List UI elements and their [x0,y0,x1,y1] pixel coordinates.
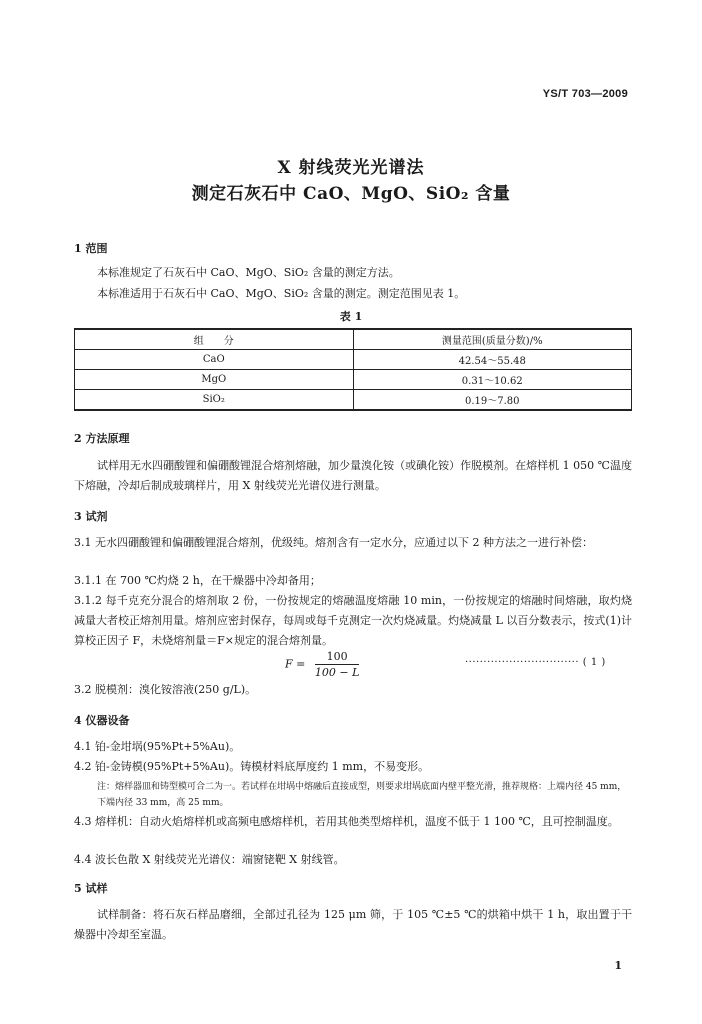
table-caption: 表 1 [339,310,363,323]
formula-leader: ······························· [465,657,580,668]
section-1-heading: 1 范围 [74,242,108,255]
section-4-heading: 4 仪器设备 [74,714,130,727]
clause-4-1: 4.1 铂-金坩埚(95%Pt+5%Au)。 [74,740,241,753]
table-row [75,370,632,390]
clause-3-2: 3.2 脱模剂：溴化铵溶液(250 g/L)。 [74,683,257,696]
formula-number-label: ( 1 ) [582,657,606,668]
page-number: 1 [614,959,622,972]
table-cell-range: 0.31～10.62 [353,370,632,390]
section-1-para-1: 本标准规定了石灰石中 CaO、MgO、SiO₂ 含量的测定方法。 [97,266,400,279]
table-cell-component: CaO [75,350,354,370]
section-5-heading: 5 试样 [74,882,108,895]
table-header-component: 组 分 [75,329,354,350]
table-cell-range: 0.19～7.80 [353,390,632,411]
formula-numerator: 100 [315,650,360,665]
note-4-2: 注：熔样器皿和铸型模可合二为一。若试样在坩埚中熔融后直接成型，则要求坩埚底面内壁平整光滑，推荐规格：上端内径 45 mm，下端内径 33 mm，高 25 mm。 [97,782,627,808]
clause-4-2: 4.2 铂-金铸模(95%Pt+5%Au)。铸模材料底厚度约 1 mm，不易变形。 [74,760,430,773]
formula-1 [285,650,359,679]
clause-4-3: 4.3 熔样机：自动火焰熔样机或高频电感熔样机，若用其他类型熔样机，温度不低于 1 100 ℃，且可控制温度。 [74,815,619,828]
standard-number: YS/T 703—2009 [542,88,628,100]
section-3-heading: 3 试剂 [74,510,108,523]
table-header-range: 测量范围(质量分数)/% [353,329,632,350]
clause-3-1-1: 3.1.1 在 700 ℃灼烧 2 h，在干燥器中冷却备用； [74,574,321,587]
clause-4-4: 4.4 波长色散 X 射线荧光光谱仪：端窗铑靶 X 射线管。 [74,853,345,866]
title-line-1: X 射线荧光光谱法 [277,158,425,178]
table-cell-component: MgO [75,370,354,390]
formula-denominator: 100 − L [314,666,360,679]
title-line-2: 测定石灰石中 CaO、MgO、SiO₂ 含量 [191,184,511,204]
table-cell-range: 42.54～55.48 [353,350,632,370]
formula-number [465,657,606,668]
table-row [75,350,632,370]
section-1-para-2: 本标准适用于石灰石中 CaO、MgO、SiO₂ 含量的测定。测定范围见表 1。 [97,287,466,300]
clause-3-1: 3.1 无水四硼酸锂和偏硼酸锂混合熔剂，优级纯。熔剂含有一定水分，应通过以下 2 种方法之一进行补偿： [74,536,593,549]
table-header-row [75,329,632,350]
range-table [74,328,632,411]
table-cell-component: SiO₂ [75,390,354,411]
clause-3-1-2: 3.1.2 每千克充分混合的熔剂取 2 份，一份按规定的熔融温度熔融 10 min，一份按规定的熔融时间熔融，取灼烧减量大者校正熔剂用量。熔剂应密封保存，每周或每千克测定一次灼烧减量。灼烧减量 L 以百分数表示，按式(1)计算校正因子 F，未烧熔剂量＝F×规定的混合熔剂量。 [74,594,632,647]
formula-fraction [315,650,360,679]
formula-lhs: F = [285,657,306,671]
table-row [75,390,632,411]
section-2-para: 试样用无水四硼酸锂和偏硼酸锂混合熔剂熔融，加少量溴化铵（或碘化铵）作脱模剂。在熔样机 1 050 ℃温度下熔融，冷却后制成玻璃样片，用 X 射线荧光光谱仪进行测量。 [74,459,632,492]
section-2-heading: 2 方法原理 [74,432,130,445]
section-5-para: 试样制备：将石灰石样品磨细，全部过孔径为 125 μm 筛，于 105 ℃±5 ℃的烘箱中烘干 1 h，取出置于干燥器中冷却至室温。 [74,908,632,941]
